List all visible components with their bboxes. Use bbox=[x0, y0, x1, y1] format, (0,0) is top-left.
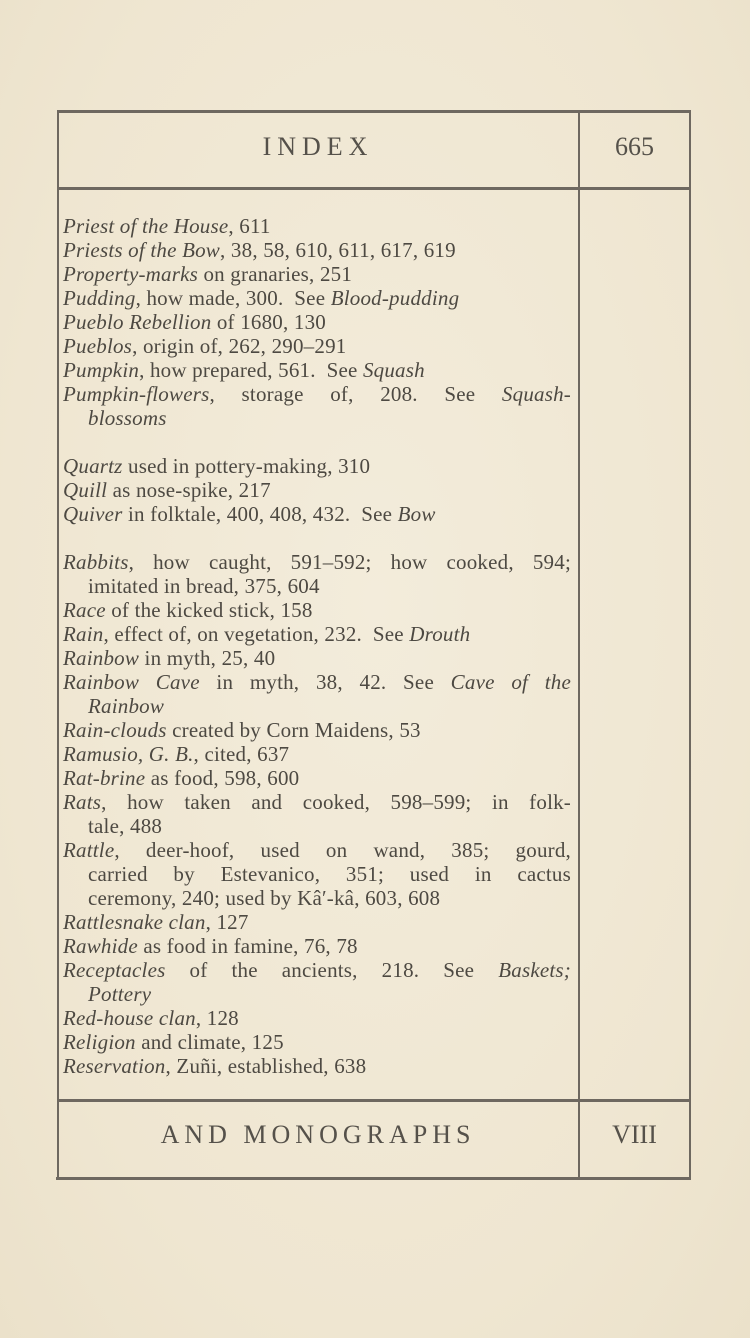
entry-continuation-line bbox=[63, 574, 571, 598]
entry-term: Rain-clouds bbox=[63, 718, 167, 742]
entry-term: Quill bbox=[63, 478, 108, 502]
entry-term: Red-house clan bbox=[63, 1006, 196, 1030]
entry-text: of the kicked stick, 158 bbox=[105, 598, 313, 622]
entry-term: Rainbow bbox=[88, 694, 165, 718]
entry-line bbox=[63, 382, 571, 406]
entry-line bbox=[63, 598, 571, 622]
entry-term: Pumpkin-flowers bbox=[63, 382, 210, 406]
entry-line bbox=[63, 838, 571, 862]
index-entry bbox=[63, 310, 571, 334]
entry-line bbox=[63, 718, 571, 742]
entry-line bbox=[63, 790, 571, 814]
index-entry bbox=[63, 958, 571, 1006]
entry-text: of the ancients, 218. See bbox=[165, 958, 499, 982]
entry-term: Bow bbox=[397, 502, 436, 526]
entry-term: Quartz bbox=[63, 454, 123, 478]
index-entries bbox=[63, 214, 571, 1078]
entry-term: Rabbits bbox=[63, 550, 129, 574]
index-entry bbox=[63, 502, 571, 526]
index-entry bbox=[63, 766, 571, 790]
entry-term: Religion bbox=[63, 1030, 136, 1054]
entry-text: , 127 bbox=[205, 910, 249, 934]
entry-term: Property-marks bbox=[63, 262, 198, 286]
index-entry bbox=[63, 334, 571, 358]
entry-line bbox=[63, 214, 571, 238]
index-entry bbox=[63, 934, 571, 958]
entry-continuation-line bbox=[63, 814, 571, 838]
index-entry bbox=[63, 742, 571, 766]
index-entry bbox=[63, 1054, 571, 1078]
entry-text: imitated in bread, 375, 604 bbox=[88, 574, 320, 598]
page-number: 665 bbox=[615, 132, 654, 161]
frame-right-rule bbox=[689, 110, 691, 1179]
footer-divider-rule bbox=[57, 1099, 691, 1102]
entry-term: Rats bbox=[63, 790, 102, 814]
entry-text: , Zuñi, established, 638 bbox=[165, 1054, 367, 1078]
entry-term: Race bbox=[63, 598, 106, 622]
entry-text: on granaries, 251 bbox=[198, 262, 353, 286]
header-divider-rule bbox=[57, 187, 691, 190]
index-entry bbox=[63, 286, 571, 310]
index-letter-group bbox=[63, 214, 571, 430]
entry-line bbox=[63, 766, 571, 790]
entry-text: , 611 bbox=[228, 214, 271, 238]
entry-text: and climate, 125 bbox=[135, 1030, 284, 1054]
frame-bottom-rule bbox=[56, 1177, 691, 1180]
entry-continuation-line bbox=[63, 886, 571, 910]
entry-text: , how caught, 591–592; how cooked, 594; bbox=[128, 550, 571, 574]
entry-line bbox=[63, 1030, 571, 1054]
index-entry bbox=[63, 358, 571, 382]
index-entry bbox=[63, 1030, 571, 1054]
entry-text: , deer-hoof, used on wand, 385; gourd, bbox=[114, 838, 571, 862]
entry-term: Rattle bbox=[63, 838, 115, 862]
frame-top-rule bbox=[57, 110, 691, 113]
entry-term: Priests of the Bow bbox=[63, 238, 221, 262]
entry-text: created by Corn Maidens, 53 bbox=[166, 718, 421, 742]
entry-term: Squash bbox=[362, 358, 425, 382]
entry-text: , how prepared, 561. See bbox=[139, 358, 363, 382]
index-entry bbox=[63, 646, 571, 670]
entry-line bbox=[63, 958, 571, 982]
entry-line bbox=[63, 502, 571, 526]
index-entry bbox=[63, 910, 571, 934]
entry-line bbox=[63, 238, 571, 262]
entry-term: Ramusio, G. B. bbox=[63, 742, 194, 766]
entry-continuation-line bbox=[63, 406, 571, 430]
entry-text: ceremony, 240; used by Kâ′-kâ, 603, 608 bbox=[88, 886, 441, 910]
entry-term: Priest of the House bbox=[63, 214, 229, 238]
entry-term: Rawhide bbox=[63, 934, 138, 958]
index-entry bbox=[63, 622, 571, 646]
entry-text: used in pottery-making, 310 bbox=[122, 454, 371, 478]
entry-term: Squash- bbox=[501, 382, 571, 406]
entry-term: Reservation bbox=[63, 1054, 166, 1078]
entry-term: Rat-brine bbox=[63, 766, 146, 790]
entry-line bbox=[63, 310, 571, 334]
entry-line bbox=[63, 1006, 571, 1030]
index-entry bbox=[63, 790, 571, 838]
entry-text: , 38, 58, 610, 611, 617, 619 bbox=[220, 238, 456, 262]
entry-term: Rainbow bbox=[63, 646, 140, 670]
entry-line bbox=[63, 262, 571, 286]
index-entry bbox=[63, 598, 571, 622]
index-entry bbox=[63, 214, 571, 238]
entry-line bbox=[63, 622, 571, 646]
entry-line bbox=[63, 910, 571, 934]
index-entry bbox=[63, 718, 571, 742]
entry-text: as food, 598, 600 bbox=[145, 766, 300, 790]
entry-term: Rattlesnake clan bbox=[63, 910, 206, 934]
entry-line bbox=[63, 934, 571, 958]
entry-term: Drouth bbox=[409, 622, 471, 646]
index-entry bbox=[63, 550, 571, 598]
entry-line bbox=[63, 478, 571, 502]
entry-text: tale, 488 bbox=[88, 814, 163, 838]
entry-text: in myth, 38, 42. See bbox=[199, 670, 451, 694]
entry-term: Rainbow Cave bbox=[63, 670, 200, 694]
entry-term: Pudding bbox=[63, 286, 136, 310]
entry-line bbox=[63, 1054, 571, 1078]
entry-term: Pottery bbox=[88, 982, 152, 1006]
entry-term: Pumpkin bbox=[63, 358, 140, 382]
entry-line bbox=[63, 334, 571, 358]
index-entry bbox=[63, 262, 571, 286]
entry-term: Pueblo Rebellion bbox=[63, 310, 212, 334]
entry-term: Receptacles bbox=[63, 958, 166, 982]
entry-term: Blood-pudding bbox=[330, 286, 460, 310]
index-letter-group bbox=[63, 454, 571, 526]
index-entry bbox=[63, 838, 571, 910]
entry-term: Pueblos bbox=[63, 334, 133, 358]
entry-text: , origin of, 262, 290–291 bbox=[132, 334, 347, 358]
running-foot-series: AND MONOGRAPHS bbox=[160, 1120, 476, 1149]
entry-line bbox=[63, 358, 571, 382]
index-entry bbox=[63, 454, 571, 478]
entry-text: in folktale, 400, 408, 432. See bbox=[122, 502, 398, 526]
entry-text: as food in famine, 76, 78 bbox=[137, 934, 358, 958]
index-entry bbox=[63, 382, 571, 430]
entry-line bbox=[63, 742, 571, 766]
entry-term: Quiver bbox=[63, 502, 123, 526]
column-divider-rule bbox=[578, 110, 580, 1179]
entry-term: Baskets; bbox=[498, 958, 571, 982]
index-entry bbox=[63, 238, 571, 262]
entry-text: as nose-spike, 217 bbox=[107, 478, 271, 502]
entry-term: Cave of the bbox=[450, 670, 571, 694]
entry-continuation-line bbox=[63, 862, 571, 886]
entry-continuation-line bbox=[63, 982, 571, 1006]
entry-term: blossoms bbox=[88, 406, 167, 430]
index-letter-group bbox=[63, 550, 571, 1078]
entry-text: , how taken and cooked, 598–599; in folk- bbox=[101, 790, 571, 814]
entry-text: in myth, 25, 40 bbox=[139, 646, 276, 670]
running-head-title: INDEX bbox=[262, 132, 374, 161]
entry-text: , cited, 637 bbox=[193, 742, 290, 766]
frame-left-rule bbox=[57, 110, 59, 1179]
entry-line bbox=[63, 286, 571, 310]
entry-text: of 1680, 130 bbox=[211, 310, 326, 334]
entry-text: , effect of, on vegetation, 232. See bbox=[103, 622, 410, 646]
volume-number: VIII bbox=[612, 1120, 657, 1149]
entry-line bbox=[63, 646, 571, 670]
entry-text: , how made, 300. See bbox=[135, 286, 331, 310]
index-entry bbox=[63, 478, 571, 502]
index-entry bbox=[63, 670, 571, 718]
entry-line bbox=[63, 454, 571, 478]
entry-term: Rain bbox=[63, 622, 104, 646]
index-entry bbox=[63, 1006, 571, 1030]
entry-line bbox=[63, 550, 571, 574]
entry-text: , storage of, 208. See bbox=[209, 382, 502, 406]
entry-continuation-line bbox=[63, 694, 571, 718]
entry-text: carried by Estevanico, 351; used in cactus bbox=[88, 862, 571, 886]
entry-line bbox=[63, 670, 571, 694]
entry-text: , 128 bbox=[195, 1006, 239, 1030]
